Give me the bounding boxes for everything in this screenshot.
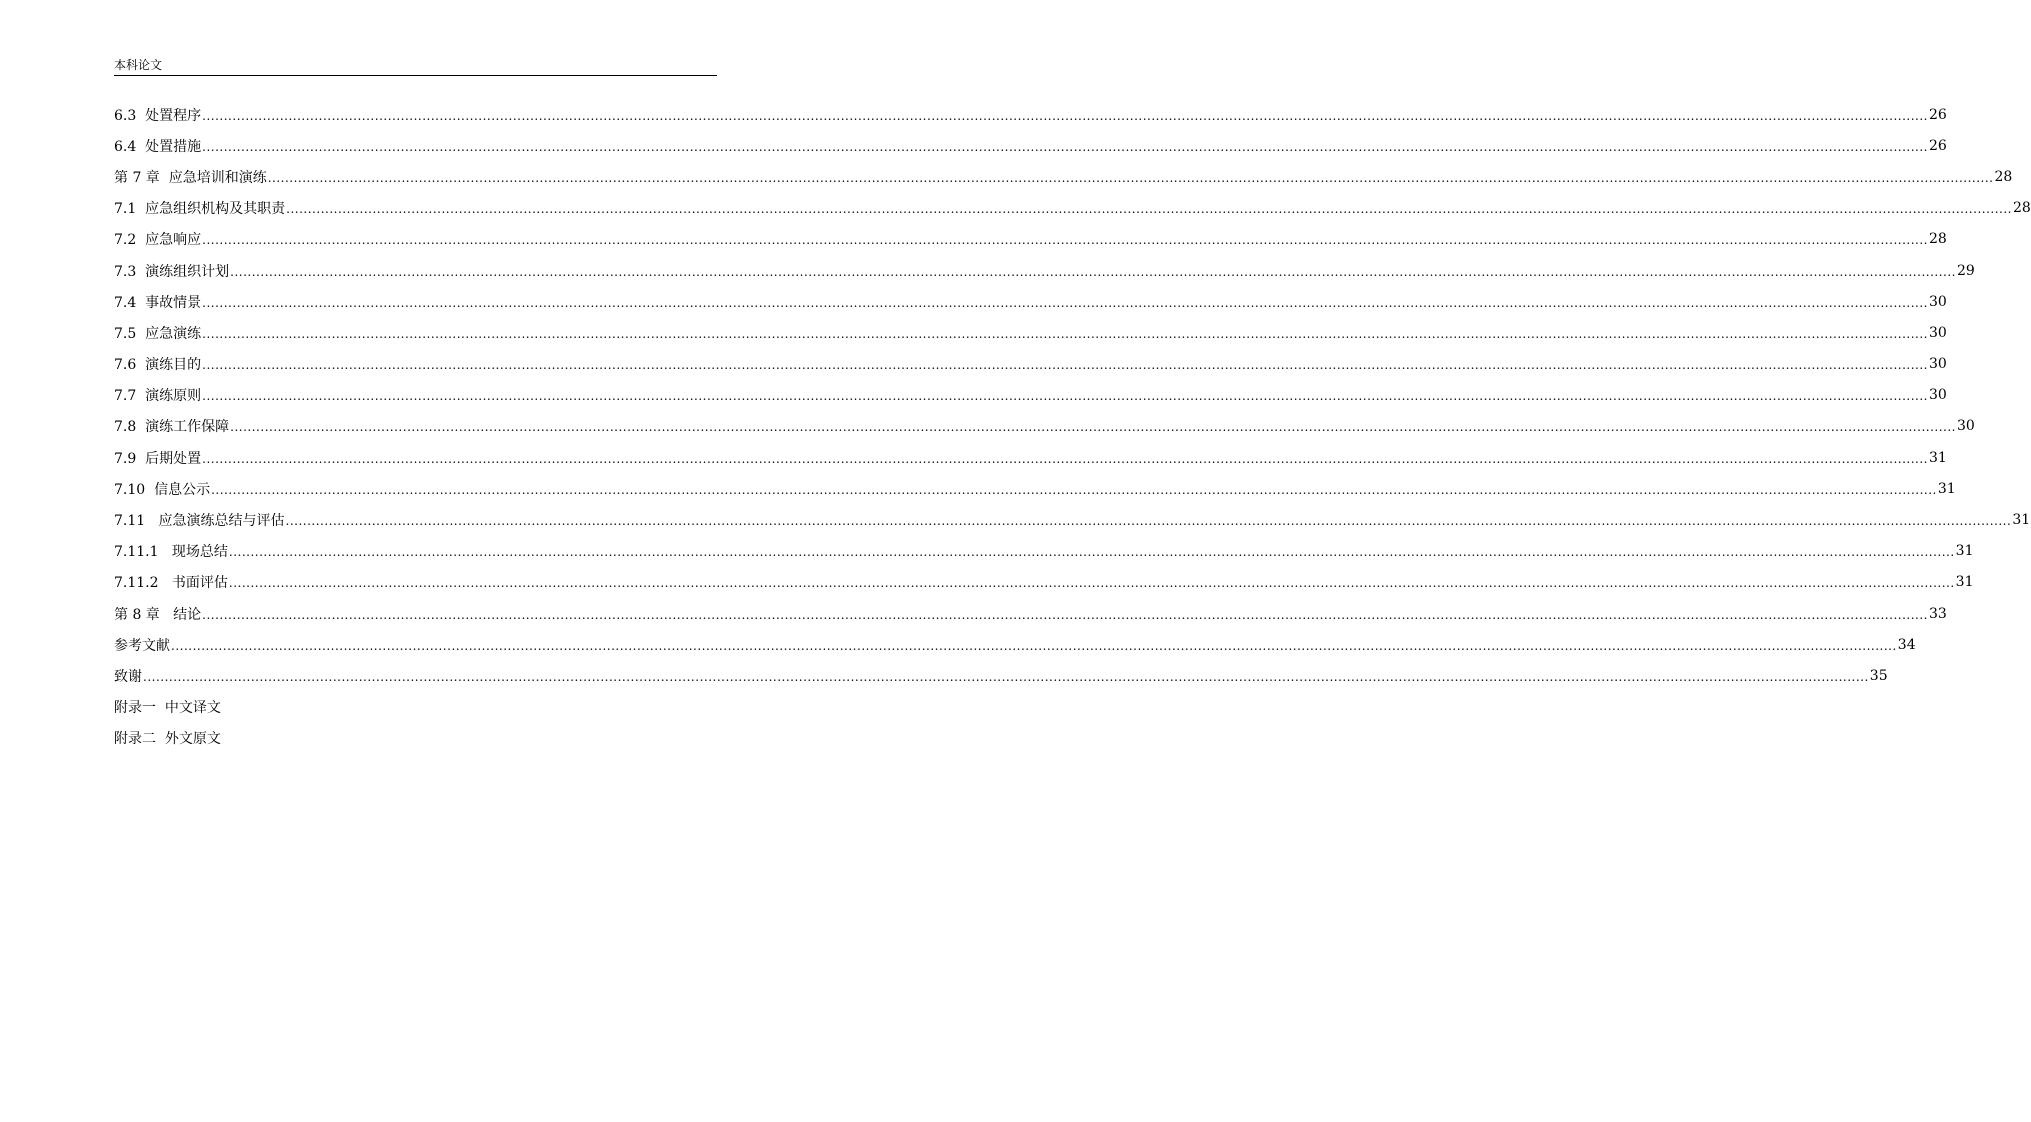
toc-entry[interactable]	[114, 193, 2031, 224]
toc-dot-leader: ................................................................................................................................................................................................................................................................................................................................................................................................................	[211, 482, 1937, 497]
toc-entry-page: 31	[2012, 512, 2031, 529]
toc-entry[interactable]	[114, 349, 1947, 380]
toc-entry[interactable]	[114, 411, 1975, 442]
toc-entry[interactable]	[114, 130, 1947, 161]
toc-dot-leader: ................................................................................................................................................................................................................................................................................................................................................................................................................	[286, 202, 2012, 217]
toc-dot-leader: ................................................................................................................................................................................................................................................................................................................................................................................................................	[230, 420, 1956, 435]
toc-entry-page: 35	[1869, 667, 1888, 684]
table-of-contents	[114, 99, 2031, 754]
toc-dot-leader: ................................................................................................................................................................................................................................................................................................................................................................................................................	[202, 295, 1928, 310]
toc-entry-label: 6.3 处置程序	[114, 107, 202, 124]
toc-entry-page: 30	[1928, 293, 1947, 310]
toc-entry-page: 26	[1928, 106, 1947, 123]
page-header	[114, 57, 717, 76]
toc-entry[interactable]	[114, 723, 717, 754]
toc-entry-label: 7.11.1 现场总结	[114, 544, 228, 561]
toc-entry-page: 28	[1928, 231, 1947, 248]
toc-entry[interactable]	[114, 504, 2031, 535]
toc-entry-label: 7.3 演练组织计划	[114, 263, 230, 280]
toc-dot-leader: ................................................................................................................................................................................................................................................................................................................................................................................................................	[230, 264, 1956, 279]
toc-entry[interactable]	[114, 380, 1947, 411]
toc-entry-page: 30	[1928, 387, 1947, 404]
toc-entry-label: 致谢	[114, 668, 142, 685]
toc-dot-leader: ................................................................................................................................................................................................................................................................................................................................................................................................................	[228, 576, 1955, 591]
toc-entry[interactable]	[114, 442, 1947, 473]
toc-dot-leader: ................................................................................................................................................................................................................................................................................................................................................................................................................	[202, 233, 1928, 248]
toc-entry-label: 7.5 应急演练	[114, 325, 202, 342]
toc-entry-label: 7.1 应急组织机构及其职责	[114, 201, 286, 218]
toc-dot-leader: ................................................................................................................................................................................................................................................................................................................................................................................................................	[202, 389, 1928, 404]
toc-dot-leader: ................................................................................................................................................................................................................................................................................................................................................................................................................	[228, 545, 1955, 560]
toc-dot-leader: ................................................................................................................................................................................................................................................................................................................................................................................................................	[202, 607, 1928, 622]
toc-dot-leader: ................................................................................................................................................................................................................................................................................................................................................................................................................	[202, 326, 1928, 341]
toc-entry[interactable]	[114, 629, 1916, 660]
toc-entry[interactable]	[114, 255, 1975, 286]
toc-entry-page: 29	[1956, 262, 1975, 279]
toc-dot-leader: ................................................................................................................................................................................................................................................................................................................................................................................................................	[171, 638, 1897, 653]
toc-entry-page: 30	[1956, 418, 1975, 435]
toc-entry[interactable]	[114, 567, 1974, 598]
toc-entry-page: 31	[1937, 480, 1956, 497]
toc-dot-leader: ................................................................................................................................................................................................................................................................................................................................................................................................................	[285, 514, 2012, 529]
toc-entry-label: 7.7 演练原则	[114, 388, 202, 405]
toc-entry-page: 34	[1897, 636, 1916, 653]
toc-entry-label: 7.8 演练工作保障	[114, 419, 230, 436]
toc-entry-page: 31	[1955, 574, 1974, 591]
toc-entry-label: 7.6 演练目的	[114, 357, 202, 374]
toc-entry[interactable]	[114, 99, 1947, 130]
toc-entry[interactable]	[114, 286, 1947, 317]
toc-entry[interactable]	[114, 660, 1888, 691]
toc-entry-label: 附录二 外文原文	[114, 731, 221, 748]
toc-dot-leader: ................................................................................................................................................................................................................................................................................................................................................................................................................	[267, 170, 1994, 185]
toc-entry[interactable]	[114, 598, 1947, 629]
toc-entry[interactable]	[114, 224, 1947, 255]
toc-entry[interactable]	[114, 317, 1947, 348]
toc-entry-label: 6.4 处置措施	[114, 138, 202, 155]
toc-entry-label: 7.11 应急演练总结与评估	[114, 513, 285, 530]
toc-entry[interactable]	[114, 536, 1974, 567]
toc-entry-label: 7.11.2 书面评估	[114, 575, 228, 592]
toc-entry[interactable]	[114, 692, 717, 723]
toc-entry[interactable]	[114, 473, 1956, 504]
toc-dot-leader: ................................................................................................................................................................................................................................................................................................................................................................................................................	[202, 358, 1928, 373]
toc-entry-page: 30	[1928, 356, 1947, 373]
toc-dot-leader: ................................................................................................................................................................................................................................................................................................................................................................................................................	[202, 451, 1928, 466]
toc-entry-page: 28	[1994, 168, 2013, 185]
toc-entry[interactable]	[114, 161, 2013, 192]
toc-entry-page: 28	[2012, 200, 2031, 217]
toc-entry-label: 第 8 章 结论	[114, 606, 202, 623]
toc-dot-leader: ................................................................................................................................................................................................................................................................................................................................................................................................................	[143, 669, 1869, 684]
toc-entry-page: 33	[1928, 605, 1947, 622]
toc-entry-label: 附录一 中文译文	[114, 700, 221, 717]
toc-entry-page: 31	[1955, 543, 1974, 560]
toc-dot-leader: ................................................................................................................................................................................................................................................................................................................................................................................................................	[202, 139, 1928, 154]
toc-entry-label: 7.4 事故情景	[114, 294, 202, 311]
toc-entry-page: 26	[1928, 137, 1947, 154]
toc-entry-label: 7.2 应急响应	[114, 232, 202, 249]
toc-entry-label: 7.10 信息公示	[114, 481, 211, 498]
header-title: 本科论文	[114, 58, 163, 72]
toc-entry-label: 第 7 章 应急培训和演练	[114, 169, 267, 186]
toc-dot-leader: ................................................................................................................................................................................................................................................................................................................................................................................................................	[202, 108, 1928, 123]
toc-entry-label: 参考文献	[114, 637, 170, 654]
toc-entry-page: 31	[1928, 449, 1947, 466]
toc-entry-label: 7.9 后期处置	[114, 450, 202, 467]
toc-entry-page: 30	[1928, 324, 1947, 341]
